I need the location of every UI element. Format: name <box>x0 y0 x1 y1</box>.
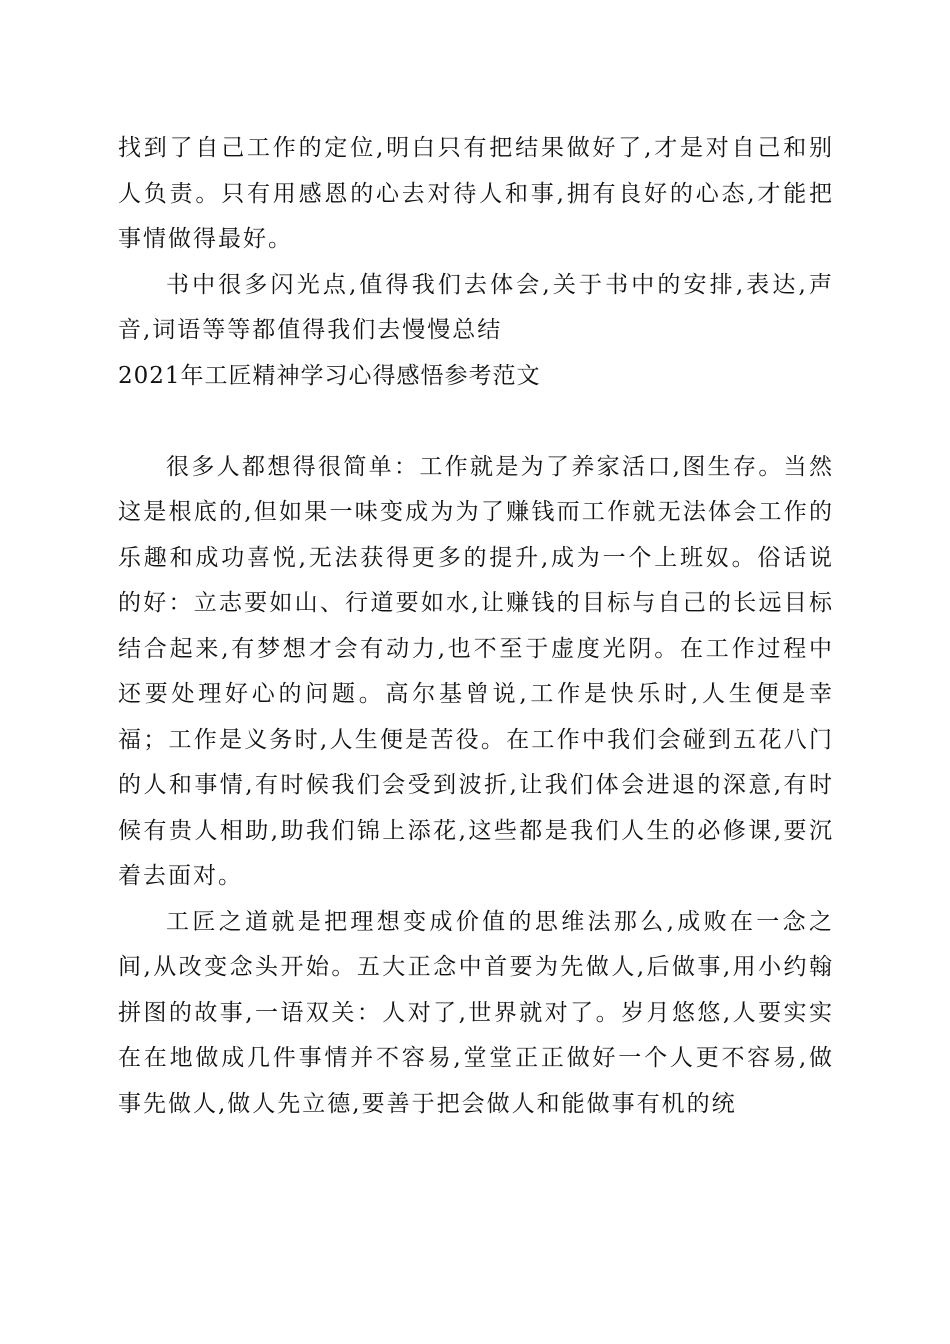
paragraph-craftsman-way: 工匠之道就是把理想变成价值的思维法那么,成败在一念之间,从改变念头开始。五大正念中首要为先做人,后做事,用小约翰拼图的故事,一语双关：人对了,世界就对了。岁月悠悠,人要实实在在地做成几件事情并不容易,堂堂正正做好一个人更不容易,做事先做人,做人先立德,要善于把会做人和能做事有机的统 <box>118 908 834 1117</box>
document-title: 2021年工匠精神学习心得感悟参考范文 <box>118 362 541 389</box>
paragraph-book-highlights: 书中很多闪光点,值得我们去体会,关于书中的安排,表达,声音,词语等等都值得我们去慢慢总结 <box>118 271 834 343</box>
blank-line <box>118 399 834 445</box>
document-page <box>118 126 834 1127</box>
paragraph-continued: 找到了自己工作的定位,明白只有把结果做好了,才是对自己和别人负责。只有用感恩的心去对待人和事,拥有良好的心态,才能把事情做得最好。 <box>118 135 834 252</box>
paragraph-work-philosophy: 很多人都想得很简单：工作就是为了养家活口,图生存。当然这是根底的,但如果一味变成为为了赚钱而工作就无法体会工作的乐趣和成功喜悦,无法获得更多的提升,成为一个上班奴。俗话说的好：立志要如山、行道要如水,让赚钱的目标与自己的长远目标结合起来,有梦想才会有动力,也不至于虚度光阴。在工作过程中还要处理好心的问题。高尔基曾说,工作是快乐时,人生便是幸福；工作是义务时,人生便是苦役。在工作中我们会碰到五花八门的人和事情,有时候我们会受到波折,让我们体会进退的深意,有时候有贵人相助,助我们锦上添花,这些都是我们人生的必修课,要沉着去面对。 <box>118 453 834 889</box>
